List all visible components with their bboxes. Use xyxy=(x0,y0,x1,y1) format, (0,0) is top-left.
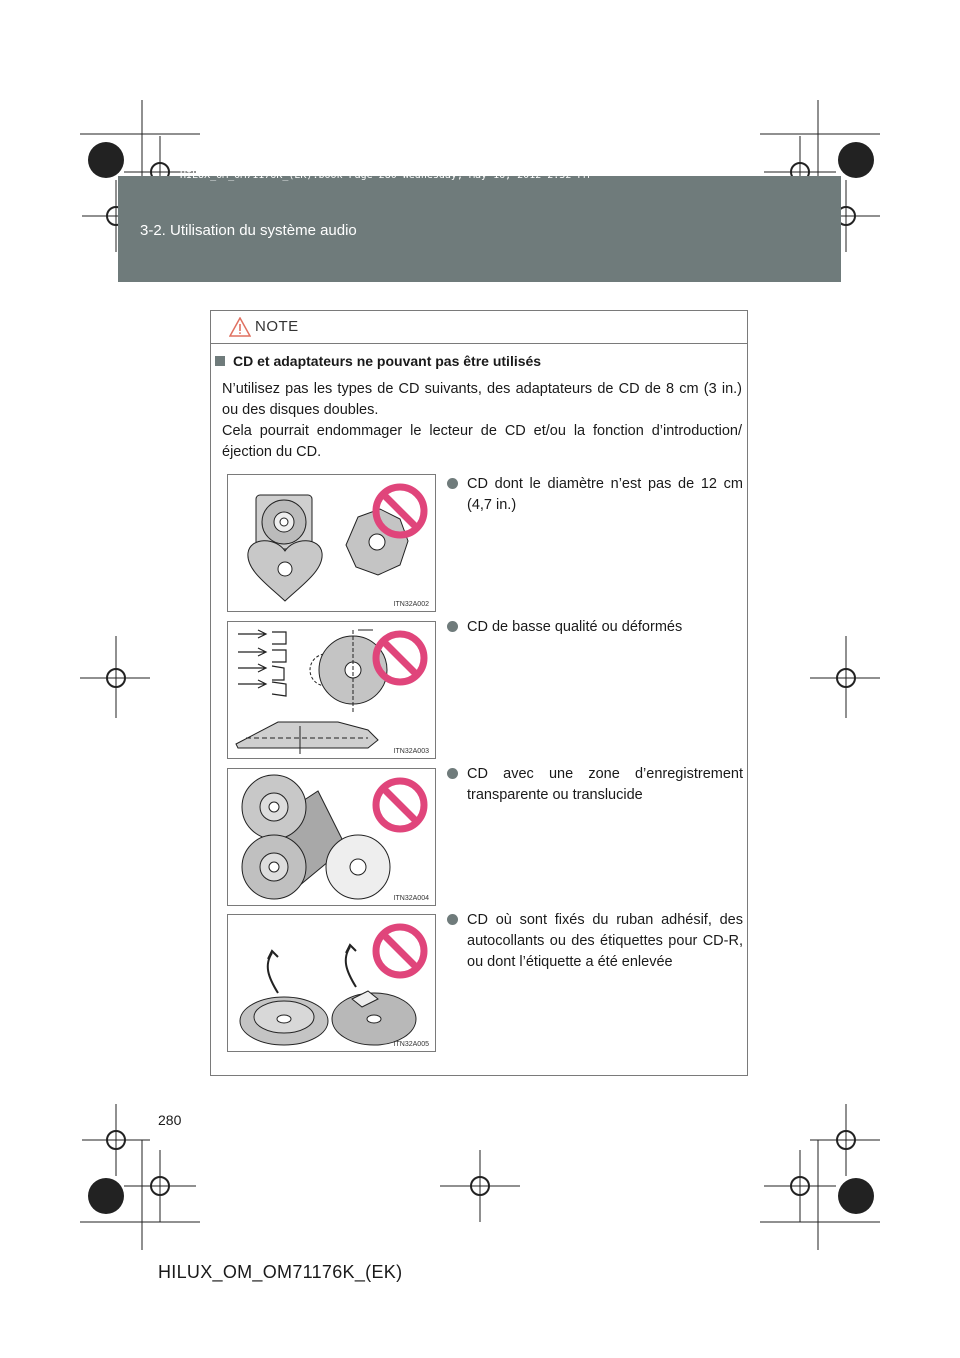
prohibition-icon xyxy=(376,927,424,975)
figure-code: ITN32A005 xyxy=(393,1041,429,1048)
prohibition-icon xyxy=(376,781,424,829)
list-item: CD de basse qualité ou déformés xyxy=(447,617,743,638)
note-box xyxy=(210,310,748,1076)
note-subheading: CD et adaptateurs ne pouvant pas être utilisés xyxy=(211,353,735,369)
intro-paragraph-2: Cela pourrait endommager le lecteur de CD et/ou la fonction d’introduction/éjection du CD. xyxy=(222,423,742,460)
page-number: 280 xyxy=(158,1112,182,1128)
square-bullet-icon xyxy=(215,356,225,366)
figure-code: ITN32A004 xyxy=(393,895,429,902)
document-code: HILUX_OM_OM71176K_(EK) xyxy=(158,1262,403,1282)
note-header xyxy=(211,311,747,344)
print-metadata: HILUX_OM_OM71176K_(EK).book Page 280 Wednesday, May 16, 2012 2:32 PM xyxy=(180,170,590,181)
list-item: CD où sont fixés du ruban adhésif, des autocollants ou des étiquettes pour CD-R, ou dont l’étiquette a été enlevée xyxy=(447,910,743,973)
bullet-dot-icon xyxy=(447,768,458,779)
warning-triangle-icon xyxy=(229,317,251,337)
note-title: NOTE xyxy=(255,318,299,335)
figure-deformed-cds xyxy=(227,621,436,759)
list-item: CD dont le diamètre n’est pas de 12 cm (4,7 in.) xyxy=(447,474,743,516)
intro-paragraph-1: N’utilisez pas les types de CD suivants, des adaptateurs de CD de 8 cm (3 in.) ou des disques doubles. xyxy=(222,381,742,418)
figure-odd-shaped-cds xyxy=(227,474,436,612)
bullet-dot-icon xyxy=(447,914,458,925)
section-title: 3-2. Utilisation du système audio xyxy=(140,222,357,239)
note-intro xyxy=(222,379,742,463)
figure-transparent-cds xyxy=(227,768,436,906)
figure-code: ITN32A003 xyxy=(393,748,429,755)
figure-labeled-cds xyxy=(227,914,436,1052)
list-item: CD avec une zone d’enregistrement transparente ou translucide xyxy=(447,764,743,806)
bullet-dot-icon xyxy=(447,621,458,632)
bullet-dot-icon xyxy=(447,478,458,489)
figure-code: ITN32A002 xyxy=(393,601,429,608)
